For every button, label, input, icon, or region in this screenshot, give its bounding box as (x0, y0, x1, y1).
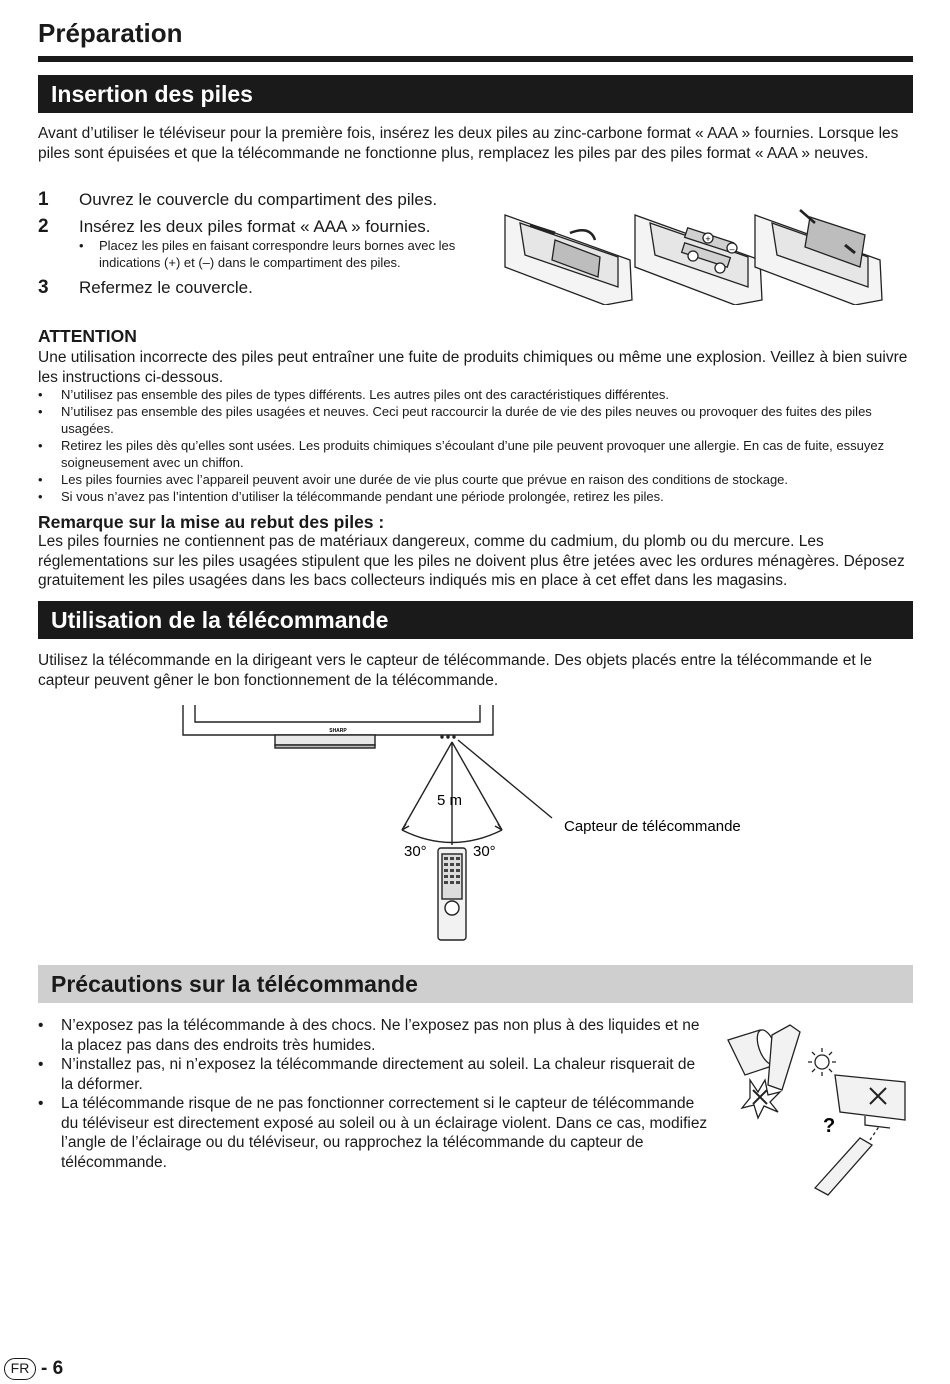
disposal-heading: Remarque sur la mise au rebut des piles : (38, 512, 385, 532)
step-text: Insérez les deux piles format « AAA » fournies. (79, 217, 431, 236)
section-heading-batteries: Insertion des piles (38, 75, 913, 113)
section-heading-precautions: Précautions sur la télécommande (38, 965, 913, 1003)
step-2-note: • Placez les piles en faisant correspondre leurs bornes avec les indications (+) et (–) dans le compartiment des piles. (79, 237, 469, 271)
step-2 (38, 216, 488, 238)
title-rule (38, 56, 913, 62)
distance-label: 5 m (437, 792, 463, 809)
tv-brand: SHARP (329, 728, 347, 734)
step-2-notes (79, 237, 469, 271)
attention-item: • N’utilisez pas ensemble des piles usagées et neuves. Ceci peut raccourcir la durée de vie des piles neuves ou provoquer des fuites des piles usagées. (38, 403, 913, 437)
page-number: - 6 (41, 1358, 64, 1379)
language-badge: FR (4, 1358, 36, 1380)
step-3 (38, 277, 488, 299)
section-heading-usage: Utilisation de la télécommande (38, 601, 913, 639)
precautions-illustration (720, 1020, 920, 1200)
step-number: 1 (38, 189, 49, 210)
step-1 (38, 189, 488, 211)
step-number: 2 (38, 216, 49, 237)
batteries-intro: Avant d’utiliser le téléviseur pour la première fois, insérez les deux piles au zinc-carbone format « AAA » fournies. Lorsque les piles sont épuisées et que la télécommande ne fonctionne plus, remplacez les piles par des piles format « AAA » neuves. (38, 125, 899, 162)
attention-item: • Les piles fournies avec l’appareil peuvent avoir une durée de vie plus courte que prévue en raison des conditions de stockage. (38, 471, 913, 488)
step-text: Ouvrez le couvercle du compartiment des piles. (79, 190, 438, 209)
battery-insertion-illustration (500, 205, 895, 305)
attention-text: Une utilisation incorrecte des piles peut entraîner une fuite de produits chimiques ou même une explosion. Veillez à bien suivre les instructions ci-dessous. (38, 349, 908, 386)
precaution-item: • N’installez pas, ni n’exposez la télécommande directement au soleil. La chaleur risquerait de la déformer. (38, 1055, 708, 1094)
attention-list (38, 386, 913, 505)
step-number: 3 (38, 277, 49, 298)
attention-item: • Si vous n’avez pas l’intention d’utiliser la télécommande pendant une période prolongée, retirez les piles. (38, 488, 913, 505)
precaution-item: • N’exposez pas la télécommande à des chocs. Ne l’exposez pas non plus à des liquides et ne la placez pas dans des endroits très humides. (38, 1016, 708, 1055)
usage-text: Utilisez la télécommande en la dirigeant vers le capteur de télécommande. Des objets placés entre la télécommande et le capteur peuvent gêner le bon fonctionnement de la télécommande. (38, 652, 872, 689)
sensor-label: Capteur de télécommande (564, 818, 741, 835)
attention-item: • N’utilisez pas ensemble des piles de types différents. Les autres piles ont des caractéristiques différentes. (38, 386, 913, 403)
attention-heading: ATTENTION (38, 326, 137, 346)
angle-right-label: 30° (473, 843, 496, 860)
remote-range-diagram (180, 700, 780, 950)
precautions-list (38, 1016, 708, 1172)
disposal-text: Les piles fournies ne contiennent pas de matériaux dangereux, comme du cadmium, du plomb ou du mercure. Les réglementations sur les piles usagées stipulent que les piles ne doivent plus être jetées avec les ordures ménagères. Déposez gratuitement les piles usagées dans les bacs collecteurs indiqués mis en place à cet effet dans les magasins. (38, 533, 905, 589)
angle-left-label: 30° (404, 843, 427, 860)
precaution-item: • La télécommande risque de ne pas fonctionner correctement si le capteur de télécommande du téléviseur est directement exposé au soleil ou à un éclairage violent. Dans ce cas, modifiez l’angle de l’éclairage ou du téléviseur, ou rapprochez la télécommande du capteur de télécommande. (38, 1094, 708, 1172)
plus-sign: + (705, 234, 711, 244)
question-mark: ? (823, 1115, 836, 1137)
minus-sign: – (729, 244, 735, 254)
attention-item: • Retirez les piles dès qu’elles sont usées. Les produits chimiques s’écoulant d’une pile peuvent provoquer une allergie. En cas de fuite, essuyez soigneusement avec un chiffon. (38, 437, 913, 471)
step-text: Refermez le couvercle. (79, 278, 253, 297)
page-title: Préparation (38, 18, 183, 48)
